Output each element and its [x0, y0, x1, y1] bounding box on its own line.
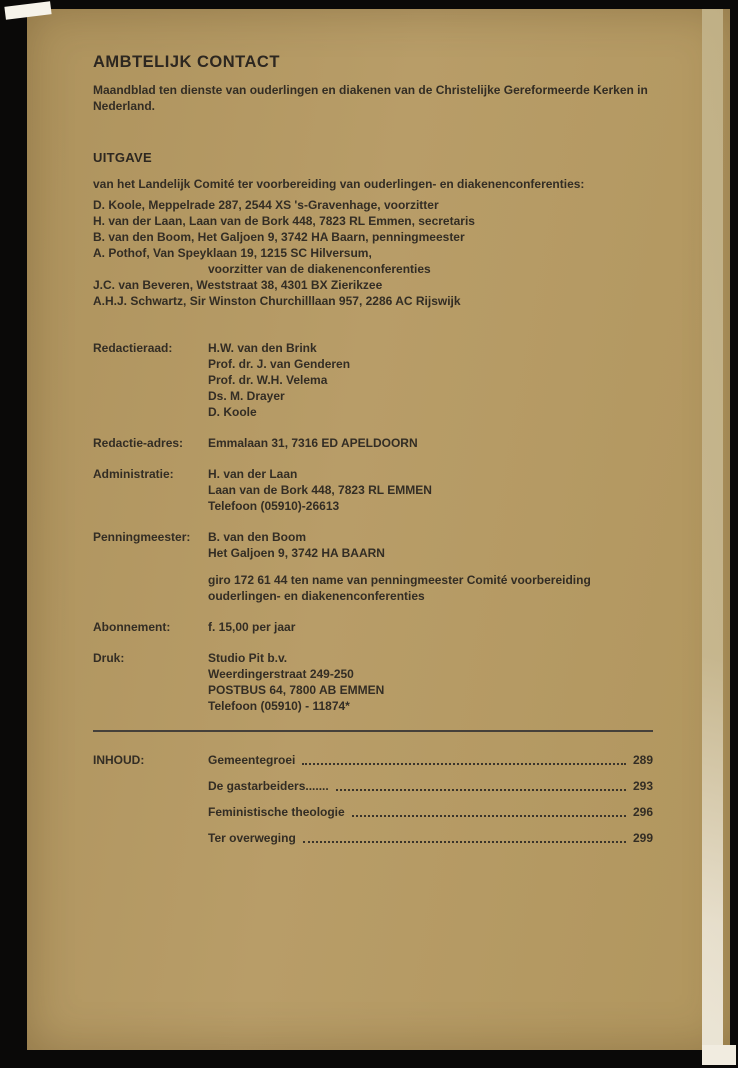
druk-line: POSTBUS 64, 7800 AB EMMEN [208, 683, 385, 697]
penningmeester-line: Het Galjoen 9, 3742 HA BAARN [208, 546, 385, 560]
redactieraad-value [208, 340, 653, 420]
toc-entry-title: Feministische theologie [208, 805, 345, 819]
redactieraad-line: D. Koole [208, 405, 257, 419]
toc-entry-title: Ter overweging [208, 831, 296, 845]
penningmeester-label: Penningmeester: [93, 530, 191, 544]
page-edge-highlight [702, 9, 723, 1050]
redactieraad-line: Prof. dr. J. van Genderen [208, 357, 351, 371]
table-of-contents [208, 752, 653, 856]
abonnement-label: Abonnement: [93, 620, 171, 634]
druk-line: Weerdingerstraat 249-250 [208, 667, 354, 681]
redactieraad-row [93, 340, 653, 420]
druk-line: Studio Pit b.v. [208, 651, 288, 665]
toc-entry [208, 778, 653, 794]
committee-member: A.H.J. Schwartz, Sir Winston Churchilllaan 957, 2286 AC Rijswijk [93, 294, 461, 308]
toc-entry-title: Gemeentegroei [208, 753, 296, 767]
druk-line: Telefoon (05910) - 11874* [208, 699, 350, 713]
toc-entry-title: De gastarbeiders....... [208, 779, 329, 793]
inhoud-row [93, 752, 653, 856]
toc-entry [208, 830, 653, 846]
committee-member: B. van den Boom, Het Galjoen 9, 3742 HA Baarn, penningmeester [93, 230, 465, 244]
toc-entry-page: 289 [632, 753, 653, 767]
administratie-row [93, 466, 653, 514]
section-divider [93, 730, 653, 732]
druk-label: Druk: [93, 651, 125, 665]
penningmeester-line: B. van den Boom [208, 530, 307, 544]
redactieraad-line: Prof. dr. W.H. Velema [208, 373, 328, 387]
page-title: AMBTELIJK CONTACT [93, 53, 280, 71]
committee-member: D. Koole, Meppelrade 287, 2544 XS 's-Gravenhage, voorzitter [93, 198, 439, 212]
toc-entry-page: 299 [632, 831, 653, 845]
abonnement-row [93, 619, 653, 635]
uitgave-heading: UITGAVE [93, 150, 152, 165]
toc-entry [208, 804, 653, 820]
toc-entry [208, 752, 653, 768]
toc-dot-leader [302, 763, 626, 765]
administratie-value [208, 466, 653, 514]
penningmeester-value [208, 529, 653, 604]
redactieraad-label: Redactieraad: [93, 341, 173, 355]
toc-dot-leader [303, 841, 626, 843]
committee-member-list [93, 197, 653, 309]
abonnement-value [208, 619, 653, 635]
toc-dot-leader [336, 789, 626, 791]
committee-member: J.C. van Beveren, Weststraat 38, 4301 BX Zierikzee [93, 278, 383, 292]
administratie-line: Laan van de Bork 448, 7823 RL EMMEN [208, 483, 432, 497]
toc-entry-page: 293 [632, 779, 653, 793]
redactie-adres-value [208, 435, 653, 451]
redactieraad-line: Ds. M. Drayer [208, 389, 285, 403]
inhoud-label: INHOUD: [93, 753, 145, 767]
toc-dot-leader [352, 815, 626, 817]
redactie-adres-row [93, 435, 653, 451]
committee-member: H. van der Laan, Laan van de Bork 448, 7823 RL Emmen, secretaris [93, 214, 475, 228]
administratie-label: Administratie: [93, 467, 174, 481]
committee-member: A. Pothof, Van Speyklaan 19, 1215 SC Hilversum, [93, 246, 372, 260]
committee-member-continuation: voorzitter van de diakenenconferenties [208, 262, 431, 276]
administratie-line: Telefoon (05910)-26613 [208, 499, 340, 513]
redactie-adres-label: Redactie-adres: [93, 436, 184, 450]
uitgave-intro: van het Landelijk Comité ter voorbereiding van ouderlingen- en diakenenconferenties: [93, 177, 585, 191]
giro-note: giro 172 61 44 ten name van penningmeester Comité voorbereiding ouderlingen- en diakenenconferenties [208, 573, 591, 603]
administratie-line: H. van der Laan [208, 467, 298, 481]
druk-value [208, 650, 653, 714]
abonnement-line: f. 15,00 per jaar [208, 620, 296, 634]
page-content [93, 53, 653, 871]
redactie-adres-line: Emmalaan 31, 7316 ED APELDOORN [208, 436, 418, 450]
subtitle: Maandblad ten dienste van ouderlingen en diakenen van de Christelijke Gereformeerde Kerken in Nederland. [93, 83, 648, 113]
scan-bottom-glare [702, 1045, 736, 1065]
toc-entry-page: 296 [632, 805, 653, 819]
penningmeester-row [93, 529, 653, 604]
scanned-paper-page [27, 9, 730, 1050]
druk-row [93, 650, 653, 714]
redactieraad-line: H.W. van den Brink [208, 341, 317, 355]
